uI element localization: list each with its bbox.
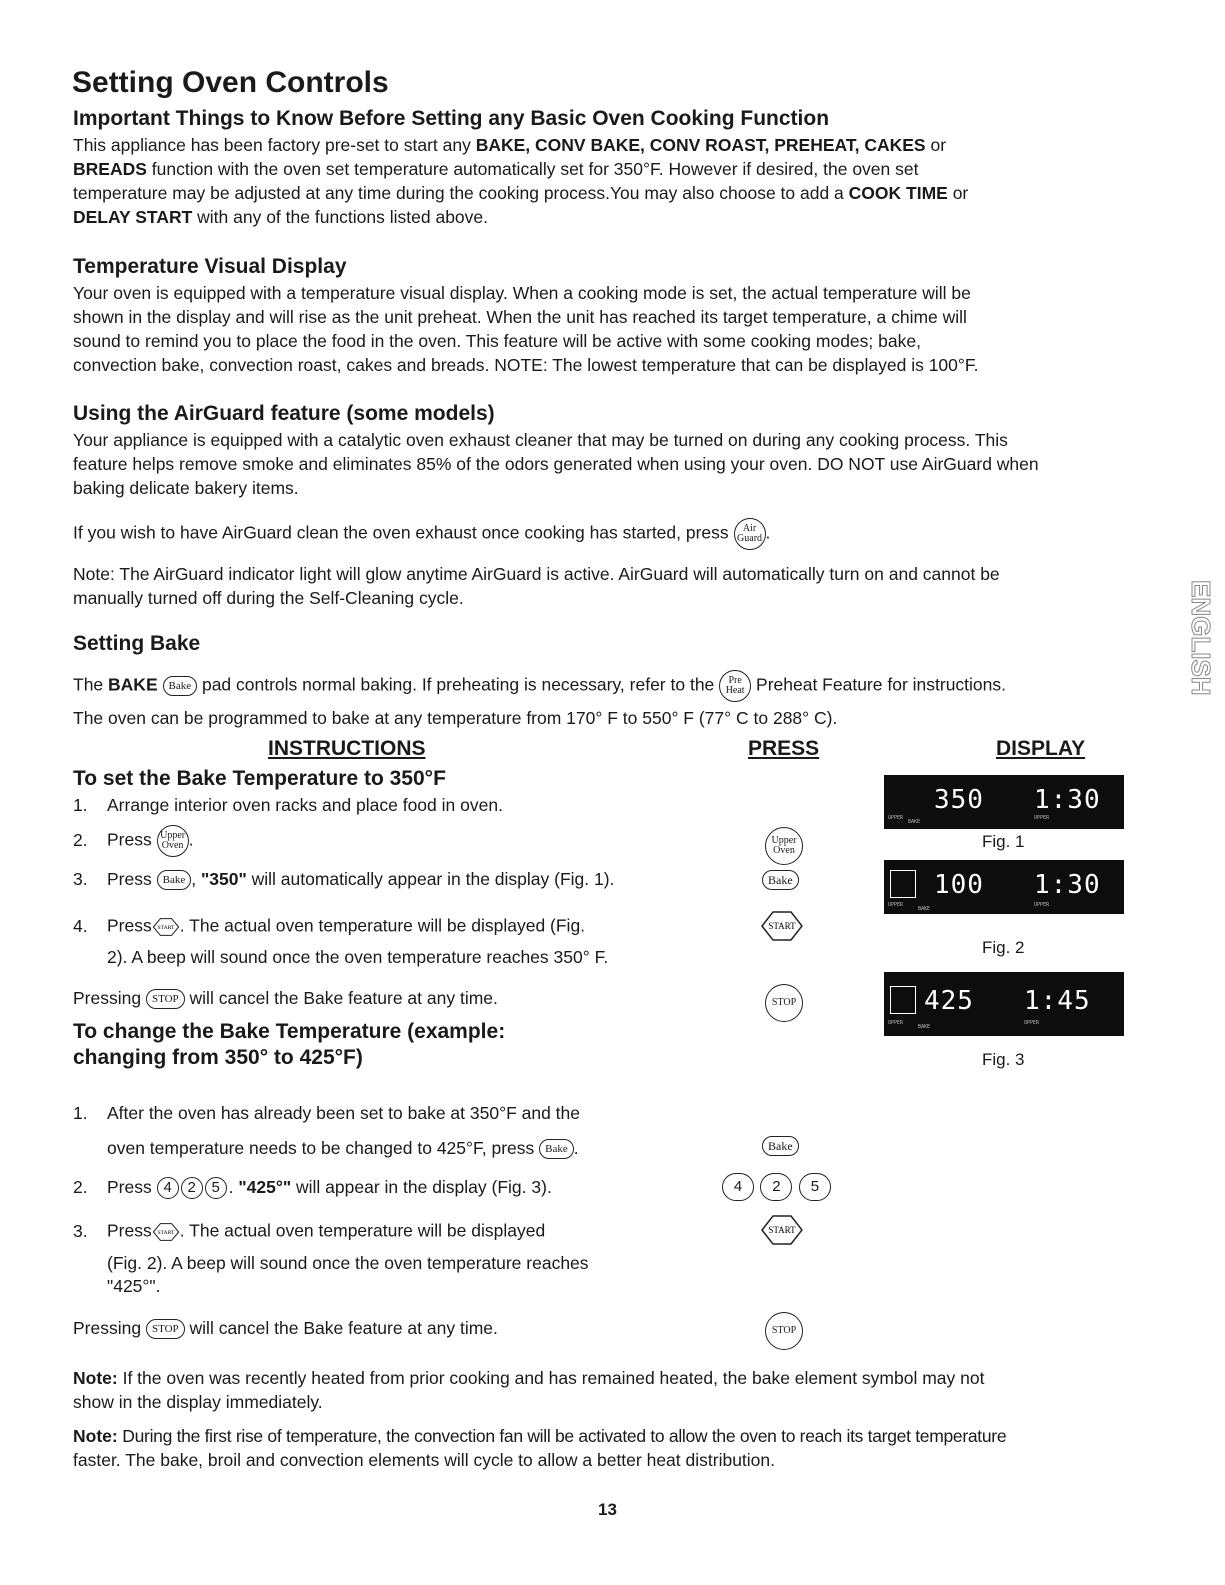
section-heading-airguard: Using the AirGuard feature (some models) bbox=[73, 402, 495, 425]
heading-change-bake-temp-2: changing from 350° to 425°F) bbox=[73, 1046, 363, 1069]
section-temp-display-text: Your oven is equipped with a temperature visual display. When a cooking mode is set, the actual temperature will be shown in the display and will rise as the unit preheat. When the unit has reached its target temperature, a chime will sound to remind you to place the food in the oven. This feature will be active with some cooking modes; bake, convection bake, convection roast, cakes and breads. NOTE: The lowest temperature that can be displayed is 100°F. bbox=[73, 283, 979, 375]
airguard-key-icon: Air Guard bbox=[734, 518, 766, 550]
note-2: Note: During the first rise of temperature, the convection fan will be activated to allow the oven to reach its target temperature faster. The bake, broil and convection elements will cycle to allow a better heat distribution. bbox=[73, 1426, 1007, 1470]
fig3-label: Fig. 3 bbox=[982, 1050, 1025, 1069]
side-tab-language: ENGLISH bbox=[1186, 580, 1216, 696]
cancel-instruction: Pressing STOP will cancel the Bake feature at any time. bbox=[73, 988, 498, 1008]
key-4-icon: 4 bbox=[157, 1177, 179, 1199]
bake-key-icon: Bake bbox=[539, 1139, 574, 1159]
stop-key-icon: STOP bbox=[765, 984, 803, 1022]
svg-text:START: START bbox=[157, 925, 175, 932]
stop-key-icon: STOP bbox=[146, 989, 185, 1009]
column-header-display: DISPLAY bbox=[996, 737, 1086, 760]
oven-symbol-icon bbox=[890, 986, 916, 1014]
section-heading-temp-display: Temperature Visual Display bbox=[73, 255, 347, 278]
number-keys-group bbox=[722, 1173, 833, 1201]
display-fig3: 425 1:45 UPPER BAKE UPPER bbox=[884, 972, 1124, 1036]
svg-text:START: START bbox=[157, 1230, 175, 1237]
start-key-icon bbox=[760, 1214, 804, 1246]
page-title: Setting Oven Controls bbox=[72, 66, 389, 99]
airguard-instruction: If you wish to have AirGuard clean the oven exhaust once cooking has started, press Air Guard . bbox=[73, 518, 1153, 550]
stop-key-icon: STOP bbox=[146, 1319, 185, 1339]
airguard-note: Note: The AirGuard indicator light will glow anytime AirGuard is active. AirGuard will automatically turn on and cannot be manually turned off during the Self-Cleaning cycle. bbox=[73, 564, 1000, 608]
heading-change-bake-temp-1: To change the Bake Temperature (example: bbox=[73, 1020, 506, 1043]
note-1: Note: If the oven was recently heated from prior cooking and has remained heated, the bake element symbol may not show in the display immediately. bbox=[73, 1368, 985, 1412]
step-4-continued: 2). A beep will sound once the oven temperature reaches 350° F. bbox=[107, 947, 609, 967]
step-3: 3. Press Bake , "350" will automatically appear in the display (Fig. 1). bbox=[73, 869, 615, 889]
change-step-3-continued: (Fig. 2). A beep will sound once the oven temperature reaches bbox=[107, 1253, 589, 1273]
svg-text:START: START bbox=[768, 1225, 796, 1235]
change-step-3: 3. Press START . The actual oven temperature will be displayed bbox=[73, 1218, 545, 1246]
key-4-icon: 4 bbox=[722, 1173, 754, 1201]
display-fig2: 100 1:30 UPPER BAKE UPPER bbox=[884, 860, 1124, 914]
bake-key-icon: Bake bbox=[163, 676, 198, 696]
step-1: 1. Arrange interior oven racks and place food in oven. bbox=[73, 795, 503, 815]
column-header-instructions: INSTRUCTIONS bbox=[268, 737, 426, 760]
step-2: 2. Press Upper Oven . bbox=[73, 825, 193, 857]
step-4: 4. Press START . The actual oven temperature will be displayed (Fig. bbox=[73, 913, 585, 941]
change-step-2: 2. Press 4 2 5 . "425°" will appear in the display (Fig. 3). bbox=[73, 1175, 552, 1199]
upper-oven-key-icon: Upper Oven bbox=[765, 827, 803, 865]
setting-bake-text: The BAKE Bake pad controls normal baking. If preheating is necessary, refer to the Pre Heat Preheat Feature for instructions. The oven can be programmed to bake at any temperature from 170° F to 550° F (77° C to 288° C). bbox=[73, 670, 1183, 730]
start-key-icon bbox=[152, 913, 180, 941]
column-header-press: PRESS bbox=[748, 737, 820, 760]
fig2-label: Fig. 2 bbox=[982, 938, 1025, 957]
change-step-1: 1. After the oven has already been set to bake at 350°F and the bbox=[73, 1103, 581, 1123]
key-2-icon: 2 bbox=[760, 1173, 792, 1201]
change-cancel-instruction: Pressing STOP will cancel the Bake feature at any time. bbox=[73, 1318, 498, 1338]
stop-key-icon: STOP bbox=[765, 1312, 803, 1350]
section-heading-important: Important Things to Know Before Setting any Basic Oven Cooking Function bbox=[73, 107, 830, 130]
bake-key-icon: Bake bbox=[762, 1136, 799, 1156]
page-number: 13 bbox=[598, 1500, 617, 1519]
heading-set-bake-temp: To set the Bake Temperature to 350°F bbox=[73, 767, 446, 790]
start-key-icon bbox=[760, 910, 804, 942]
change-step-1-continued: oven temperature needs to be changed to 425°F, press Bake . bbox=[107, 1138, 579, 1158]
preheat-key-icon: Pre Heat bbox=[719, 670, 751, 702]
key-2-icon: 2 bbox=[181, 1177, 203, 1199]
change-step-3-end: "425°". bbox=[107, 1276, 161, 1296]
start-key-icon bbox=[152, 1218, 180, 1246]
section-important-text: This appliance has been factory pre-set to start any BAKE, CONV BAKE, CONV ROAST, PREHEAT, CAKES or BREADS function with the oven set temperature automatically set for 350°F. However if desired, the oven set temperature may be adjusted at any time during the cooking process.You may also choose to add a COOK TIME or DELAY START with any of the functions listed above. bbox=[73, 135, 969, 227]
display-fig1: 350 1:30 UPPER BAKE UPPER bbox=[884, 775, 1124, 829]
section-airguard-text: Your appliance is equipped with a catalytic oven exhaust cleaner that may be turned on during any cooking process. This feature helps remove smoke and eliminates 85% of the odors generated when using your oven. DO NOT use AirGuard when baking delicate bakery items. bbox=[73, 430, 1039, 498]
bake-key-icon: Bake bbox=[762, 870, 799, 890]
fig1-label: Fig. 1 bbox=[982, 832, 1025, 851]
upper-oven-key-icon: Upper Oven bbox=[157, 825, 189, 857]
svg-text:START: START bbox=[768, 921, 796, 931]
oven-symbol-icon bbox=[890, 870, 916, 898]
bake-key-icon: Bake bbox=[157, 870, 192, 890]
section-heading-setting-bake: Setting Bake bbox=[73, 632, 201, 655]
key-5-icon: 5 bbox=[205, 1177, 227, 1199]
key-5-icon: 5 bbox=[799, 1173, 831, 1201]
